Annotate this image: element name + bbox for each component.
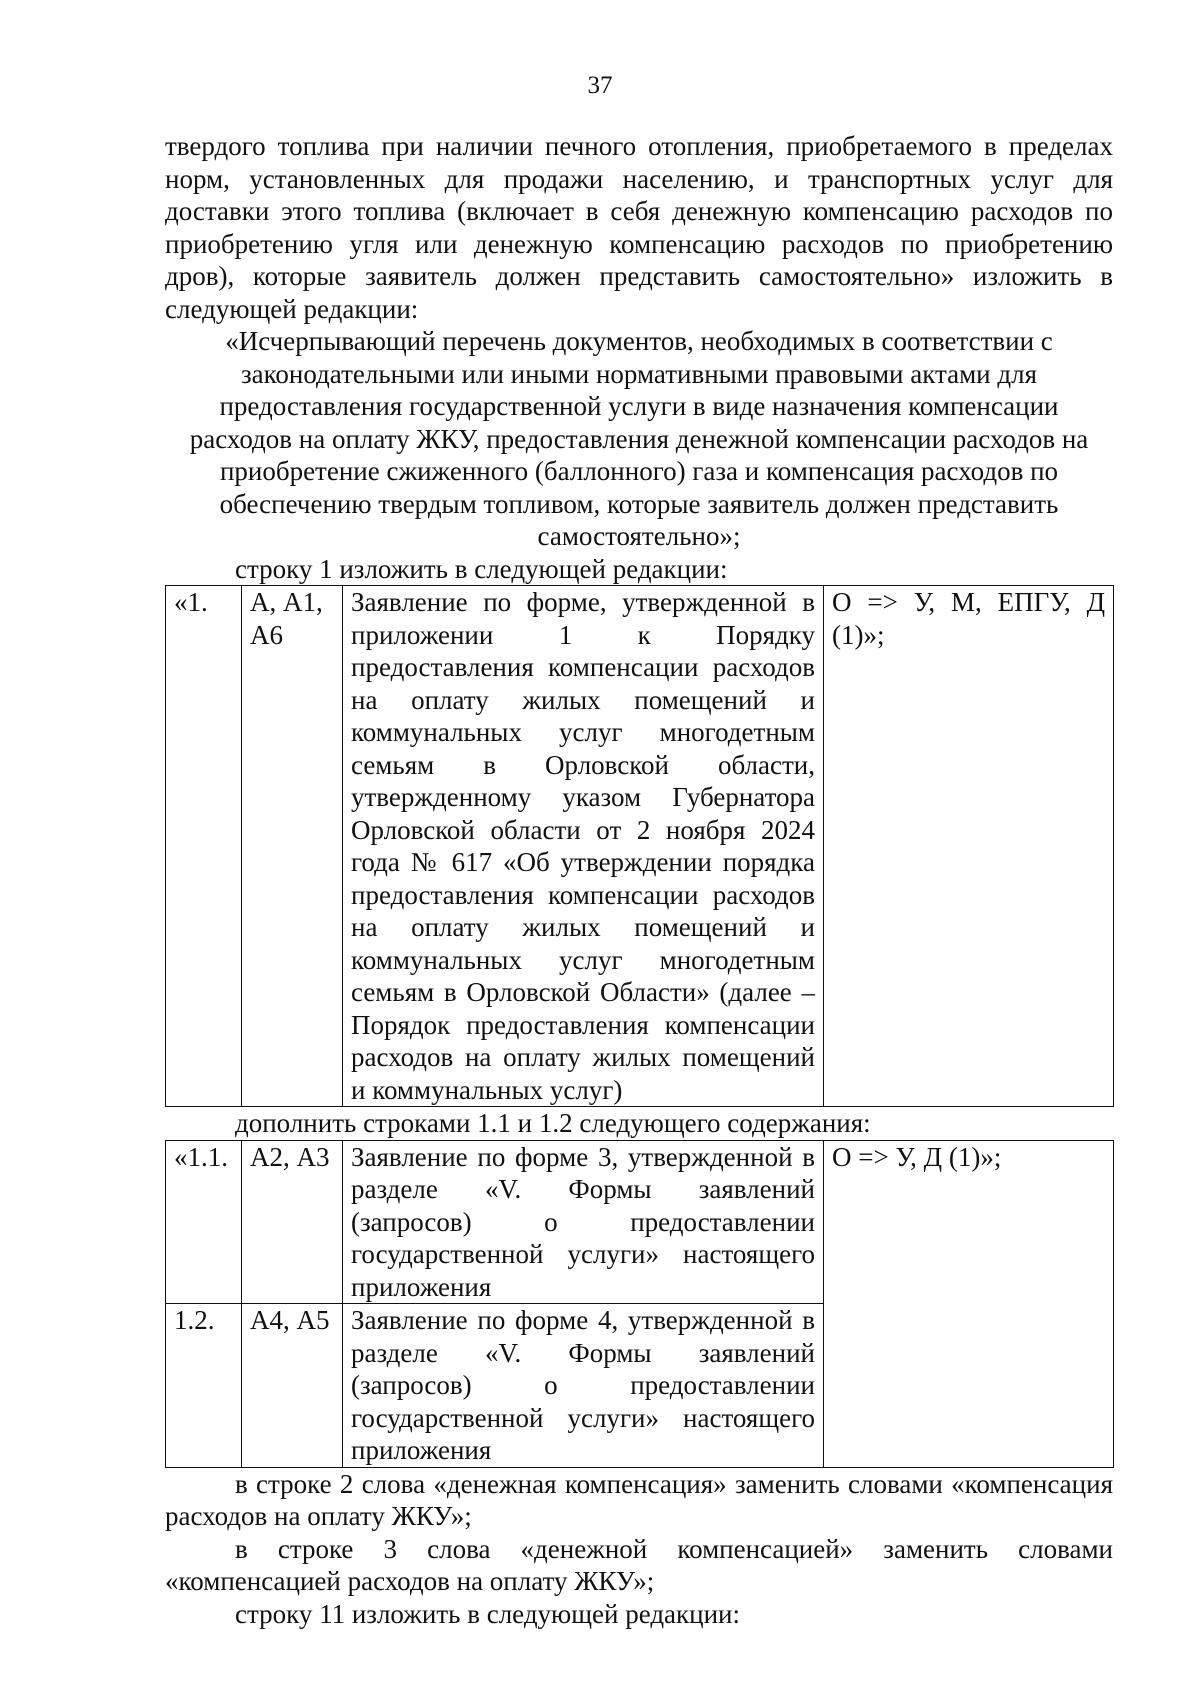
row-number-cell: «1. [166, 586, 242, 1107]
document-description-cell: Заявление по форме, утвержденной в приложении 1 к Порядку предоставления компенсации расходов на оплату жилых помещений и коммунальных услуг многодетным семьям в Орловской области, утвержденному указом Губернатора Орловской области от 2 ноября 2024 года № 617 «Об утверждении порядка предоставления компенсации расходов на оплату жилых помещений и коммунальных услуг многодетным семьям в Орловской Области» (далее – Порядок предоставления компенсации расходов на оплату жилых помещений и коммунальных услуг) [343, 586, 824, 1107]
row-number-cell: «1.1. [166, 1140, 242, 1304]
table-rows-1-1-1-2 [165, 1140, 1114, 1468]
page-number: 37 [587, 72, 613, 99]
row1-lead-text: строку 1 изложить в следующей редакции: [235, 553, 728, 584]
document-description-cell: Заявление по форме 4, утвержденной в разделе «V. Формы заявлений (запросов) о предоставлении государственной услуги» настоящего приложения [343, 1304, 824, 1468]
codes-cell: А2, А3 [242, 1140, 343, 1304]
row11-lead-text: строку 11 изложить в следующей редакции: [235, 1598, 741, 1629]
table-row [166, 586, 1114, 1107]
result-cell: О => У, Д (1)»; [824, 1140, 1114, 1467]
document-description-cell: Заявление по форме 3, утвержденной в разделе «V. Формы заявлений (запросов) о предоставлении государственной услуги» настоящего приложения [343, 1140, 824, 1304]
document-body [165, 130, 1113, 1630]
table-row [166, 1140, 1114, 1304]
codes-cell: А4, А5 [242, 1304, 343, 1468]
codes-cell: А, А1, А6 [242, 586, 343, 1107]
row3-change-paragraph: в строке 3 слова «денежной компенсацией» заменить словами «компенсацией расходов на оплату ЖКУ»; [165, 1533, 1113, 1596]
result-cell: О => У, М, ЕПГУ, Д (1)»; [824, 586, 1114, 1107]
row-number-cell: 1.2. [166, 1304, 242, 1468]
table-row-1 [165, 585, 1114, 1107]
intro-paragraph: твердого топлива при наличии печного отопления, приобретаемого в пределах норм, установленных для продажи населению, и транспортных услуг для доставки этого топлива (включает в себя денежную компенсацию расходов по приобретению угля или денежную компенсацию расходов по приобретению дров), которые заявитель должен представить самостоятельно» изложить в следующей редакции: [165, 131, 1113, 324]
rows-added-lead-text: дополнить строками 1.1 и 1.2 следующего содержания: [235, 1108, 871, 1138]
row2-change-paragraph: в строке 2 слова «денежная компенсация» заменить словами «компенсация расходов на оплату ЖКУ»; [165, 1468, 1113, 1531]
section-heading: «Исчерпывающий перечень документов, необходимых в соответствии с законодательными или иными нормативными правовыми актами для предоставления государственной услуги в виде назначения компенсации расходов на оплату ЖКУ, предоставления денежной компенсации расходов на приобретение сжиженного (баллонного) газа и компенсация расходов по обеспечению твердым топливом, которые заявитель должен представить самостоятельно»; [189, 326, 1089, 551]
